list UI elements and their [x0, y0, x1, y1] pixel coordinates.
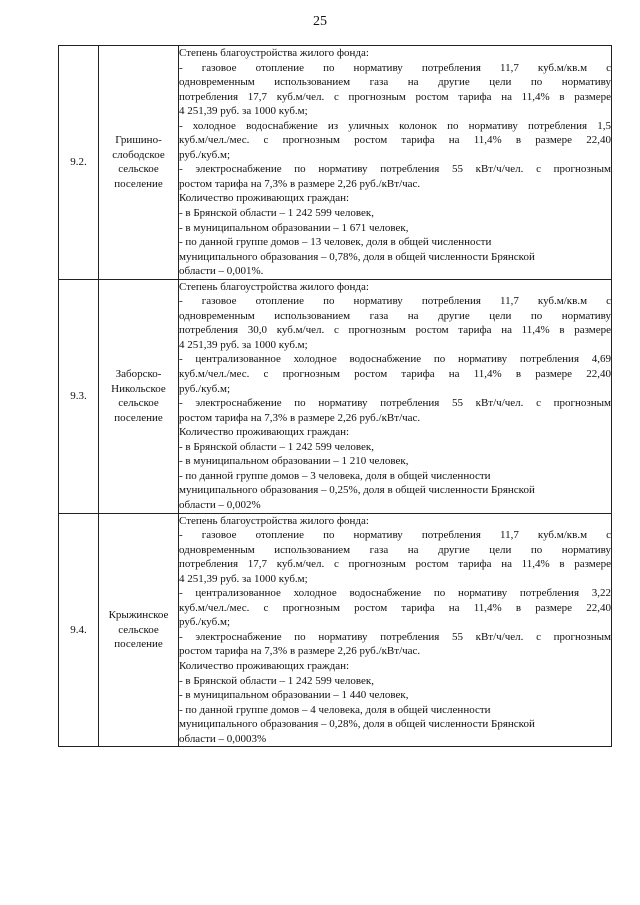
description-line: Степень благоустройства жилого фонда:	[179, 280, 369, 293]
description-line: одновременным использованием газа на другие цели по нормативу	[179, 543, 611, 556]
description-line: Количество проживающих граждан:	[179, 426, 350, 439]
description-line: - централизованное холодное водоснабжение по нормативу потребления 4,69	[179, 353, 611, 366]
description-line: ростом тарифа на 7,3% в размере 2,26 руб./кВт/час.	[179, 177, 421, 190]
description-line: области – 0,0003%	[179, 732, 267, 745]
description-line: - по данной группе домов – 13 человек, доля в общей численности	[179, 236, 492, 249]
description-line: ростом тарифа на 7,3% в размере 2,26 руб./кВт/час.	[179, 645, 421, 658]
table-row	[59, 46, 612, 280]
description-line: - в Брянской области – 1 242 599 человек,	[179, 440, 374, 453]
description-line: - в Брянской области – 1 242 599 человек,	[179, 207, 374, 220]
description-line: области – 0,002%	[179, 498, 261, 511]
description-line: руб./куб.м;	[179, 382, 231, 395]
description-line: ростом тарифа на 7,3% в размере 2,26 руб./кВт/час.	[179, 411, 421, 424]
description-line: одновременным использованием газа на другие цели по нормативу	[179, 76, 611, 89]
settlements-table	[58, 45, 612, 747]
description-line: - централизованное холодное водоснабжение по нормативу потребления 3,22	[179, 587, 611, 600]
settlement-name-line: слободское	[112, 148, 165, 161]
table-row	[59, 513, 612, 747]
description-line: Количество проживающих граждан:	[179, 659, 350, 672]
settlement-name-line: Гришино-	[115, 134, 162, 147]
settlement-name-line: поселение	[114, 411, 163, 424]
settlement-name-line: поселение	[114, 177, 163, 190]
settlement-name-line: сельское	[118, 397, 159, 410]
description-line: руб./куб.м;	[179, 148, 231, 161]
settlement-name-line: сельское	[118, 623, 159, 636]
description-line: руб./куб.м;	[179, 616, 231, 629]
table-row	[59, 279, 612, 513]
description-line: - электроснабжение по нормативу потребления 55 кВт/ч/чел. с прогнозным	[179, 397, 611, 410]
housing-description	[179, 513, 612, 747]
description-line: Степень благоустройства жилого фонда:	[179, 47, 369, 59]
settlement-name-line: Заборско-	[115, 368, 162, 381]
description-line: муниципального образования – 0,78%, доля в общей численности Брянской	[179, 250, 535, 263]
description-line: Количество проживающих граждан:	[179, 192, 350, 205]
settlement-name-line: сельское	[118, 163, 159, 176]
description-line: - по данной группе домов – 3 человека, доля в общей численности	[179, 469, 491, 482]
settlement-name-line: Никольское	[111, 382, 166, 395]
row-number: 9.3.	[59, 279, 99, 513]
description-line: - в муниципальном образовании – 1 210 человек,	[179, 455, 409, 468]
row-number: 9.4.	[59, 513, 99, 747]
description-line: потребления 17,7 куб.м/чел. с прогнозным ростом тарифа на 11,4% в размере	[179, 558, 611, 571]
housing-description	[179, 46, 612, 280]
description-line: - по данной группе домов – 4 человека, доля в общей численности	[179, 703, 491, 716]
settlement-name	[99, 279, 179, 513]
settlement-name-line: Крыжинское	[108, 609, 169, 622]
description-line: муниципального образования – 0,28%, доля в общей численности Брянской	[179, 718, 535, 731]
page-number: 25	[313, 14, 327, 29]
settlement-name-line: поселение	[114, 638, 163, 651]
description-line: куб.м/чел./мес. с прогнозным ростом тарифа на 11,4% в размере 22,40	[179, 134, 611, 147]
description-line: 4 251,39 руб. за 1000 куб.м;	[179, 572, 308, 585]
description-line: потребления 17,7 куб.м/чел. с прогнозным ростом тарифа на 11,4% в размере	[179, 90, 611, 103]
description-line: - электроснабжение по нормативу потребления 55 кВт/ч/чел. с прогнозным	[179, 630, 611, 643]
description-line: - газовое отопление по нормативу потребления 11,7 куб.м/кв.м с	[179, 295, 611, 308]
settlement-name	[99, 46, 179, 280]
description-line: - холодное водоснабжение из уличных колонок по нормативу потребления 1,5	[179, 119, 611, 132]
row-number: 9.2.	[59, 46, 99, 280]
description-line: - электроснабжение по нормативу потребления 55 кВт/ч/чел. с прогнозным	[179, 163, 611, 176]
description-line: муниципального образования – 0,25%, доля в общей численности Брянской	[179, 484, 535, 497]
description-line: - в муниципальном образовании – 1 671 человек,	[179, 221, 409, 234]
description-line: области – 0,001%.	[179, 265, 264, 278]
description-line: 4 251,39 руб. за 1000 куб.м;	[179, 338, 308, 351]
description-line: - в Брянской области – 1 242 599 человек,	[179, 674, 374, 687]
settlement-name	[99, 513, 179, 747]
description-line: одновременным использованием газа на другие цели по нормативу	[179, 309, 611, 322]
description-line: потребления 30,0 куб.м/чел. с прогнозным ростом тарифа на 11,4% в размере	[179, 324, 611, 337]
description-line: - газовое отопление по нормативу потребления 11,7 куб.м/кв.м с	[179, 61, 611, 74]
description-line: куб.м/чел./мес. с прогнозным ростом тарифа на 11,4% в размере 22,40	[179, 368, 611, 381]
description-line: - в муниципальном образовании – 1 440 человек,	[179, 689, 409, 702]
description-line: - газовое отопление по нормативу потребления 11,7 куб.м/кв.м с	[179, 529, 611, 542]
description-line: 4 251,39 руб. за 1000 куб.м;	[179, 105, 308, 118]
description-line: Степень благоустройства жилого фонда:	[179, 514, 369, 527]
housing-description	[179, 279, 612, 513]
description-line: куб.м/чел./мес. с прогнозным ростом тарифа на 11,4% в размере 22,40	[179, 601, 611, 614]
